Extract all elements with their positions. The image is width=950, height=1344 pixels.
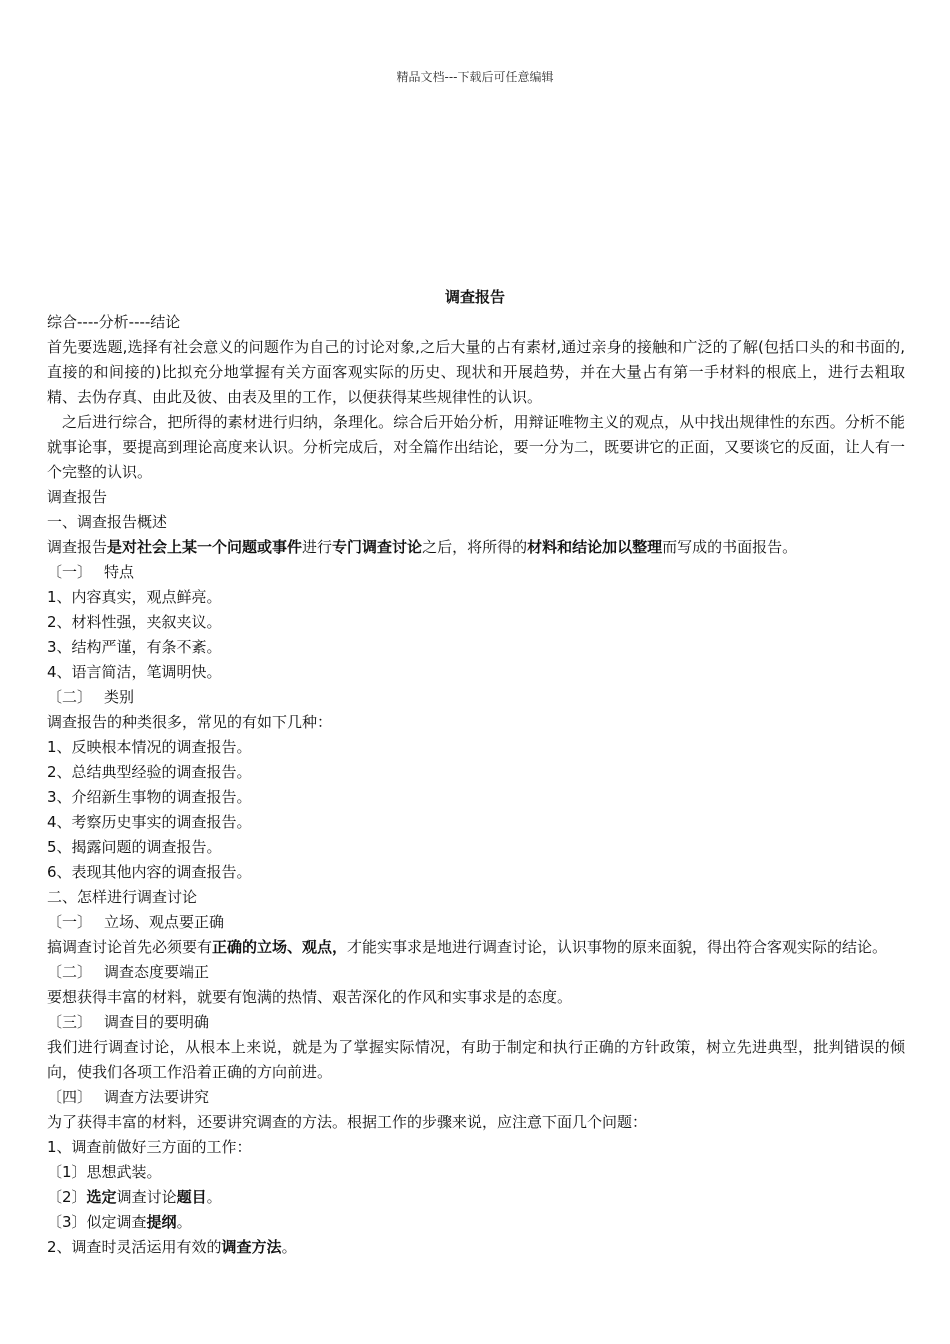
part2-heading: 二、怎样进行调查讨论 [47,888,198,906]
text-run: 。 [206,1188,222,1206]
text-run: 进行 [302,538,333,556]
subheading-method [47,1085,905,1110]
text-run: 调查讨论 [116,1188,177,1206]
list-item [47,1235,905,1260]
subheading-title: 特点 [104,563,135,581]
page-header: 精品文档---下载后可任意编辑 [396,70,554,84]
text-run: 才能实事求是地进行调查讨论，认识事物的原来面貌，得出符合客观实际的结论。 [347,938,888,956]
subheading-number: 〔二〕 [47,963,93,981]
bold-run: 题目 [176,1188,207,1206]
list-subitem: 〔1〕思想武装。 [47,1163,162,1181]
text-run: 而写成的书面报告。 [662,538,798,556]
list-item: 1、反映根本情况的调查报告。 [47,738,252,756]
subheading-title: 调查态度要端正 [104,963,210,981]
text-run: 调查报告 [47,538,108,556]
subheading-title: 立场、观点要正确 [104,913,225,931]
text-run: 2、调查时灵活运用有效的 [47,1238,222,1256]
stance-paragraph [47,935,905,960]
list-item: 4、考察历史事实的调查报告。 [47,813,252,831]
subheading-title: 类别 [104,688,135,706]
bold-run: 专门调查讨论 [332,538,423,556]
intro-paragraph-2: 之后进行综合，把所得的素材进行归纳，条理化。综合后开始分析，用辩证唯物主义的观点，从中找出规律性的东西。分析不能就事论事，要提高到理论高度来认识。分析完成后，对全篇作出结论，要一分为二，既要讲它的正面，又要谈它的反面，让人有一个完整的认识。 [47,413,905,481]
list-item: 1、调查前做好三方面的工作： [47,1138,252,1156]
bold-run: 选定 [86,1188,117,1206]
types-intro: 调查报告的种类很多，常见的有如下几种： [47,713,333,731]
bold-run: 提纲 [146,1213,177,1231]
bold-run: 正确的立场、观点， [212,938,348,956]
list-item: 2、总结典型经验的调查报告。 [47,763,252,781]
list-item: 4、语言简洁，笔调明快。 [47,663,222,681]
subheading-features [47,560,905,585]
subtitle: 综合----分析----结论 [47,313,181,331]
bold-run: 是对社会上某一个问题或事件 [107,538,303,556]
subheading-number: 〔三〕 [47,1013,93,1031]
section-label: 调查报告 [47,488,108,506]
subheading-attitude [47,960,905,985]
intro-paragraph-1: 首先要选题,选择有社会意义的问题作为自己的讨论对象,之后大量的占有素材,通过亲身的接触和广泛的了解(包括口头的和书面的,直接的和间接的)比拟充分地掌握有关方面客观实际的历史、现状和开展趋势，并在大量占有第一手材料的根底上，进行去粗取精、去伪存真、由此及彼、由表及里的工作，以便获得某些规律性的认识。 [47,338,905,406]
subheading-number: 〔四〕 [47,1088,93,1106]
bold-run: 调查方法 [221,1238,282,1256]
list-item: 2、材料性强，夹叙夹议。 [47,613,222,631]
text-run: 之后，将所得的 [422,538,528,556]
subheading-title: 调查方法要讲究 [104,1088,210,1106]
subheading-types [47,685,905,710]
subheading-purpose [47,1010,905,1035]
attitude-paragraph: 要想获得丰富的材料，就要有饱满的热情、艰苦深化的作风和实事求是的态度。 [47,988,573,1006]
subheading-number: 〔二〕 [47,688,93,706]
bold-run: 材料和结论加以整理 [527,538,663,556]
list-item: 1、内容真实，观点鲜亮。 [47,588,222,606]
subheading-stance [47,910,905,935]
text-run: 〔3〕似定调查 [47,1213,147,1231]
document-title: 调查报告 [444,288,505,306]
list-subitem [47,1185,905,1210]
purpose-paragraph: 我们进行调查讨论，从根本上来说，就是为了掌握实际情况，有助于制定和执行正确的方针政策，树立先进典型，批判错误的倾向，使我们各项工作沿着正确的方向前进。 [47,1038,905,1081]
text-run: 。 [281,1238,297,1256]
list-subitem [47,1210,905,1235]
list-item: 6、表现其他内容的调查报告。 [47,863,252,881]
method-paragraph: 为了获得丰富的材料，还要讲究调查的方法。根据工作的步骤来说，应注意下面几个问题： [47,1113,648,1131]
text-run: 搞调查讨论首先必须要有 [47,938,213,956]
document-body [47,310,905,1260]
text-run: 。 [176,1213,192,1231]
list-item: 3、介绍新生事物的调查报告。 [47,788,252,806]
subheading-title: 调查目的要明确 [104,1013,210,1031]
subheading-number: 〔一〕 [47,913,93,931]
definition-paragraph [47,535,905,560]
list-item: 5、揭露问题的调查报告。 [47,838,222,856]
subheading-number: 〔一〕 [47,563,93,581]
text-run: 〔2〕 [47,1188,87,1206]
list-item: 3、结构严谨，有条不紊。 [47,638,222,656]
part1-heading: 一、调查报告概述 [47,513,168,531]
